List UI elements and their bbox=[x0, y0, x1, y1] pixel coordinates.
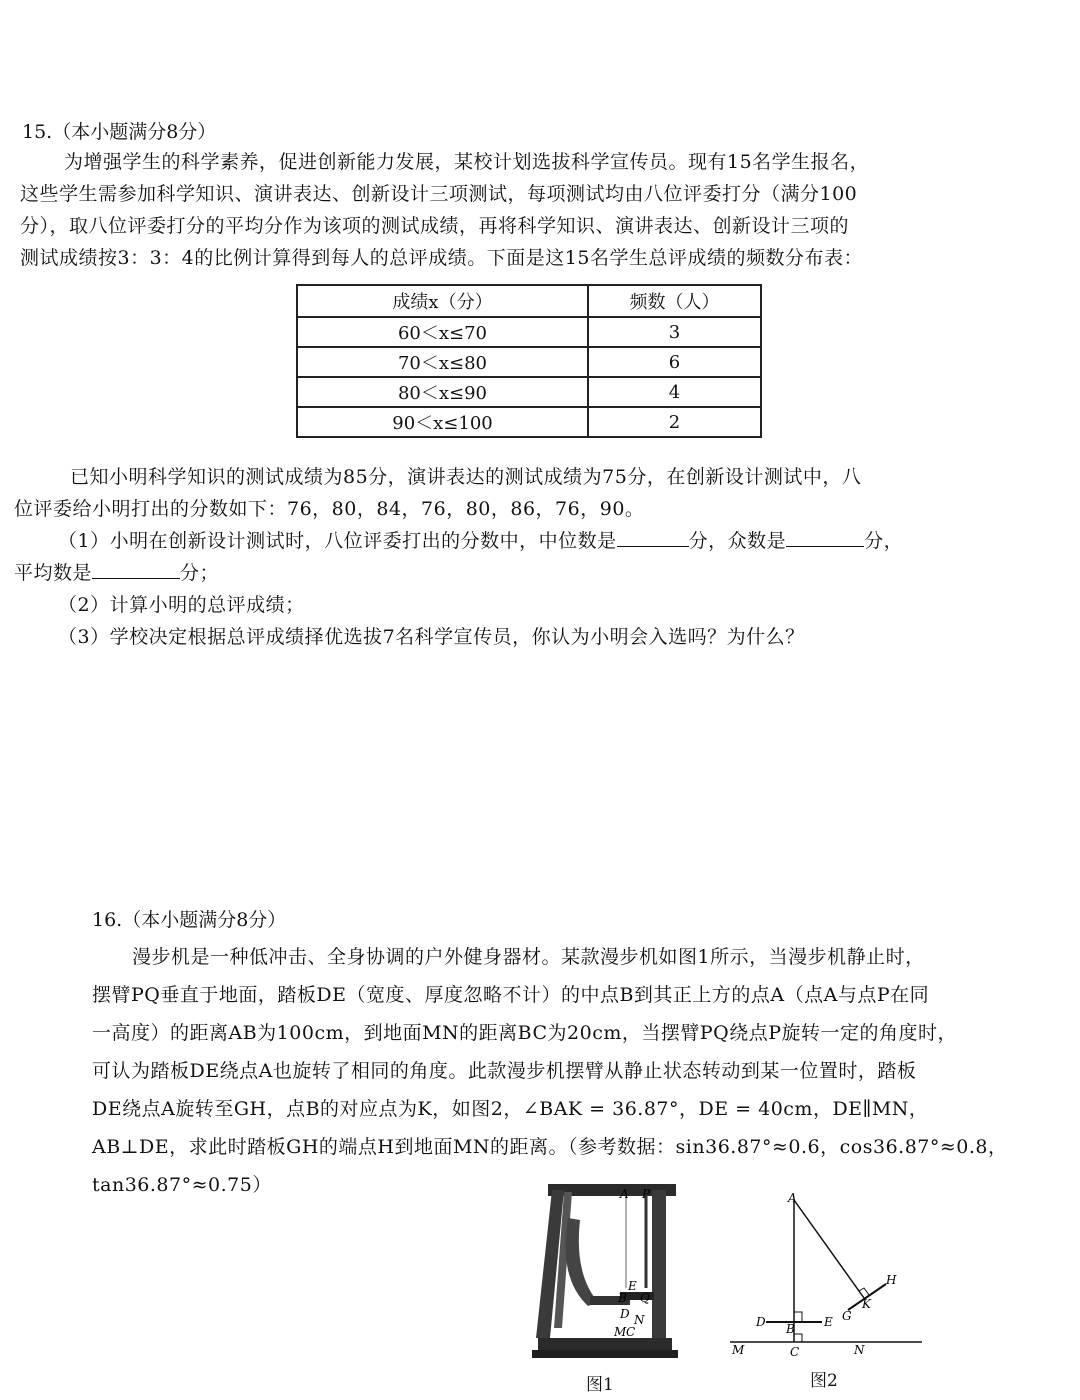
fig1-label-d: D bbox=[620, 1307, 630, 1321]
machine-right-post bbox=[652, 1190, 666, 1350]
fig1-label-e: E bbox=[628, 1279, 637, 1293]
q15-intro bbox=[20, 146, 1060, 274]
table-cell-range: 70＜x≤80 bbox=[297, 347, 588, 377]
fig2-label-d: D bbox=[756, 1315, 766, 1329]
q16-body bbox=[92, 938, 1008, 1204]
q15-title: 15.（本小题满分8分） bbox=[22, 121, 217, 143]
q16-line: 摆臂PQ垂直于地面，踏板DE（宽度、厚度忽略不计）的中点B到其正上方的点A（点A与点P在同 bbox=[92, 984, 930, 1006]
machine-base bbox=[538, 1338, 672, 1352]
fig2-label-g: G bbox=[842, 1309, 852, 1323]
q16-line: AB⊥DE，求此时踏板GH的端点H到地面MN的距离。（参考数据：sin36.87°≈0.6，cos36.87°≈0.8， bbox=[92, 1136, 1008, 1158]
machine-ground bbox=[532, 1350, 678, 1358]
fig2-label-a: A bbox=[788, 1191, 797, 1205]
frequency-table bbox=[296, 284, 762, 438]
fig1-label-p: P bbox=[642, 1187, 651, 1201]
q15-subquestion-2: （2）计算小明的总评成绩； bbox=[58, 594, 305, 616]
q1-text-c: 分， bbox=[864, 530, 904, 552]
table-cell-count: 3 bbox=[588, 317, 761, 347]
fig1-label-b: B bbox=[618, 1291, 627, 1305]
figure-2-geometry-diagram bbox=[726, 1188, 926, 1362]
right-angle-c bbox=[794, 1334, 802, 1342]
fig2-label-m: M bbox=[732, 1343, 745, 1357]
fig2-label-c: C bbox=[790, 1345, 800, 1359]
fig1-label-q: Q bbox=[640, 1291, 650, 1305]
q16-line: 可认为踏板DE绕点A也旋转了相同的角度。此款漫步机摆臂从静止状态转动到某一位置时，踏板 bbox=[92, 1060, 917, 1082]
q15-intro-line: 为增强学生的科学素养，促进创新能力发展，某校计划选拔科学宣传员。现有15名学生报名， bbox=[64, 151, 870, 173]
table-row bbox=[297, 317, 761, 347]
q1-text-a: （1）小明在创新设计测试时，八位评委打出的分数中，中位数是 bbox=[58, 530, 617, 552]
figure-1-machine-illustration bbox=[528, 1178, 678, 1368]
figure-1-caption: 图1 bbox=[586, 1375, 614, 1395]
fig2-label-k: K bbox=[862, 1297, 871, 1311]
q15-intro-line: 这些学生需参加科学知识、演讲表达、创新设计三项测试，每项测试均由八位评委打分（满分100 bbox=[20, 183, 858, 205]
line-ak bbox=[794, 1200, 864, 1298]
table-row bbox=[297, 377, 761, 407]
q15-known-line: 位评委给小明打出的分数如下：76，80，84，76，80，86，76，90。 bbox=[14, 498, 645, 520]
fig1-label-m: M bbox=[614, 1325, 627, 1339]
table-cell-range: 60＜x≤70 bbox=[297, 317, 588, 347]
q1-text-b: 分，众数是 bbox=[688, 530, 787, 552]
fig1-label-c: C bbox=[626, 1325, 636, 1339]
table-header-frequency: 频数（人） bbox=[588, 285, 761, 317]
table-header-row bbox=[297, 285, 761, 317]
table-header-score: 成绩x（分） bbox=[297, 285, 588, 317]
q15-subquestion-1 bbox=[14, 525, 1059, 557]
q16-line: 一高度）的距离AB为100cm，到地面MN的距离BC为20cm，当摆臂PQ绕点P旋转一定的角度时， bbox=[92, 1022, 958, 1044]
table-row bbox=[297, 347, 761, 377]
fig2-label-h: H bbox=[886, 1273, 897, 1287]
q1-text-d: 平均数是 bbox=[14, 562, 93, 584]
q15-intro-line: 测试成绩按3：3：4的比例计算得到每人的总评成绩。下面是这15名学生总评成绩的频数分布表： bbox=[20, 247, 863, 269]
median-answer-blank[interactable] bbox=[617, 526, 689, 547]
table-cell-range: 90＜x≤100 bbox=[297, 407, 588, 437]
q16-title: 16.（本小题满分8分） bbox=[92, 909, 287, 931]
table-cell-count: 4 bbox=[588, 377, 761, 407]
q15-intro-line: 分），取八位评委打分的平均分作为该项的测试成绩，再将科学知识、演讲表达、创新设计三项的 bbox=[20, 215, 850, 237]
q16-line: 漫步机是一种低冲击、全身协调的户外健身器材。某款漫步机如图1所示，当漫步机静止时， bbox=[132, 946, 925, 968]
figure-2-caption: 图2 bbox=[810, 1371, 838, 1391]
q16-line: tan36.87°≈0.75） bbox=[92, 1174, 272, 1196]
fig2-label-n: N bbox=[854, 1343, 865, 1357]
fig2-label-e: E bbox=[824, 1315, 833, 1329]
q16-line: DE绕点A旋转至GH，点B的对应点为K，如图2，∠BAK = 36.87°，DE = 40cm，DE∥MN， bbox=[92, 1098, 929, 1120]
table-row bbox=[297, 407, 761, 437]
table-cell-count: 2 bbox=[588, 407, 761, 437]
q1-text-e: 分； bbox=[180, 562, 220, 584]
table-cell-range: 80＜x≤90 bbox=[297, 377, 588, 407]
fig2-label-b: B bbox=[786, 1322, 795, 1336]
right-angle-b bbox=[794, 1312, 802, 1322]
mean-answer-blank[interactable] bbox=[92, 558, 180, 579]
q15-subquestion-3: （3）学校决定根据总评成绩择优选拔7名科学宣传员，你认为小明会入选吗？为什么？ bbox=[58, 626, 805, 648]
fig1-label-n: N bbox=[634, 1313, 645, 1327]
q15-known-line: 已知小明科学知识的测试成绩为85分，演讲表达的测试成绩为75分，在创新设计测试中，八 bbox=[70, 466, 862, 488]
fig1-label-a: A bbox=[620, 1187, 629, 1201]
q15-subquestion-1-cont bbox=[14, 557, 1059, 589]
table-cell-count: 6 bbox=[588, 347, 761, 377]
mode-answer-blank[interactable] bbox=[786, 526, 864, 547]
q15-known-and-questions bbox=[14, 461, 1059, 653]
